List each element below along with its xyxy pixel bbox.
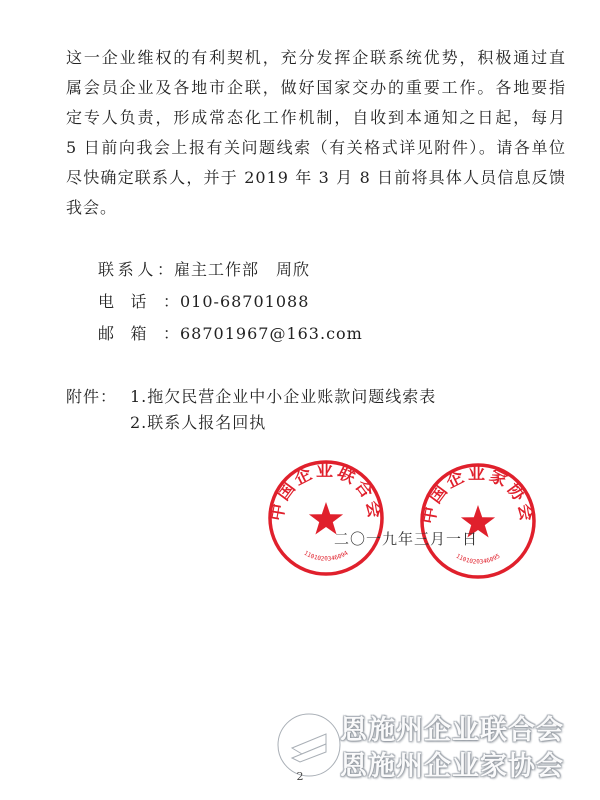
attachment-item: 1.拖欠民营企业中小企业账款问题线索表 — [130, 387, 437, 406]
contact-person-label: 联系人： — [98, 260, 174, 279]
page-number: 2 — [296, 770, 304, 783]
body-line: 尽快确定联系人，并于 2019 年 3 月 8 日前将具体人员信息反馈 — [66, 168, 566, 187]
seal-text: 中国企业联合会 — [267, 461, 385, 523]
body-line: 定专人负责，形成常态化工作机制，自收到本通知之日起，每月 — [66, 108, 566, 127]
contact-phone — [98, 289, 309, 312]
contact-phone-label: 电话： — [98, 292, 180, 311]
contact-phone-value: 010-68701088 — [180, 292, 310, 311]
official-seal — [418, 461, 538, 581]
attachment-item: 2.联系人报名回执 — [130, 413, 267, 432]
watermark-line-1: 恩施州企业联合会 — [340, 715, 564, 746]
contact-email — [98, 321, 363, 344]
seal-number: 1101020346094 — [302, 549, 350, 563]
official-seal — [266, 458, 386, 578]
contact-email-label: 邮箱： — [98, 324, 180, 343]
body-line: 5 日前向我会上报有关问题线索（有关格式详见附件）。请各单位 — [66, 138, 566, 157]
watermark-line-2: 恩施州企业家协会 — [340, 751, 564, 782]
body-line: 这一企业维权的有利契机，充分发挥企联系统优势，积极通过直 — [66, 48, 566, 67]
attachments-label: 附件： — [66, 387, 118, 406]
body-line: 属会员企业及各地市企联，做好国家交办的重要工作。各地要指 — [66, 78, 566, 97]
document-date: 二〇一九年三月一日 — [334, 530, 479, 548]
contact-person — [98, 257, 310, 280]
body-paragraph — [66, 43, 566, 223]
body-line: 我会。 — [66, 198, 118, 217]
seal-number: 1101020346095 — [454, 552, 502, 566]
contact-person-value: 雇主工作部 周欣 — [174, 260, 311, 279]
seal-text: 中国企业家协会 — [419, 464, 537, 526]
contact-email-value: 68701967@163.com — [180, 324, 363, 343]
